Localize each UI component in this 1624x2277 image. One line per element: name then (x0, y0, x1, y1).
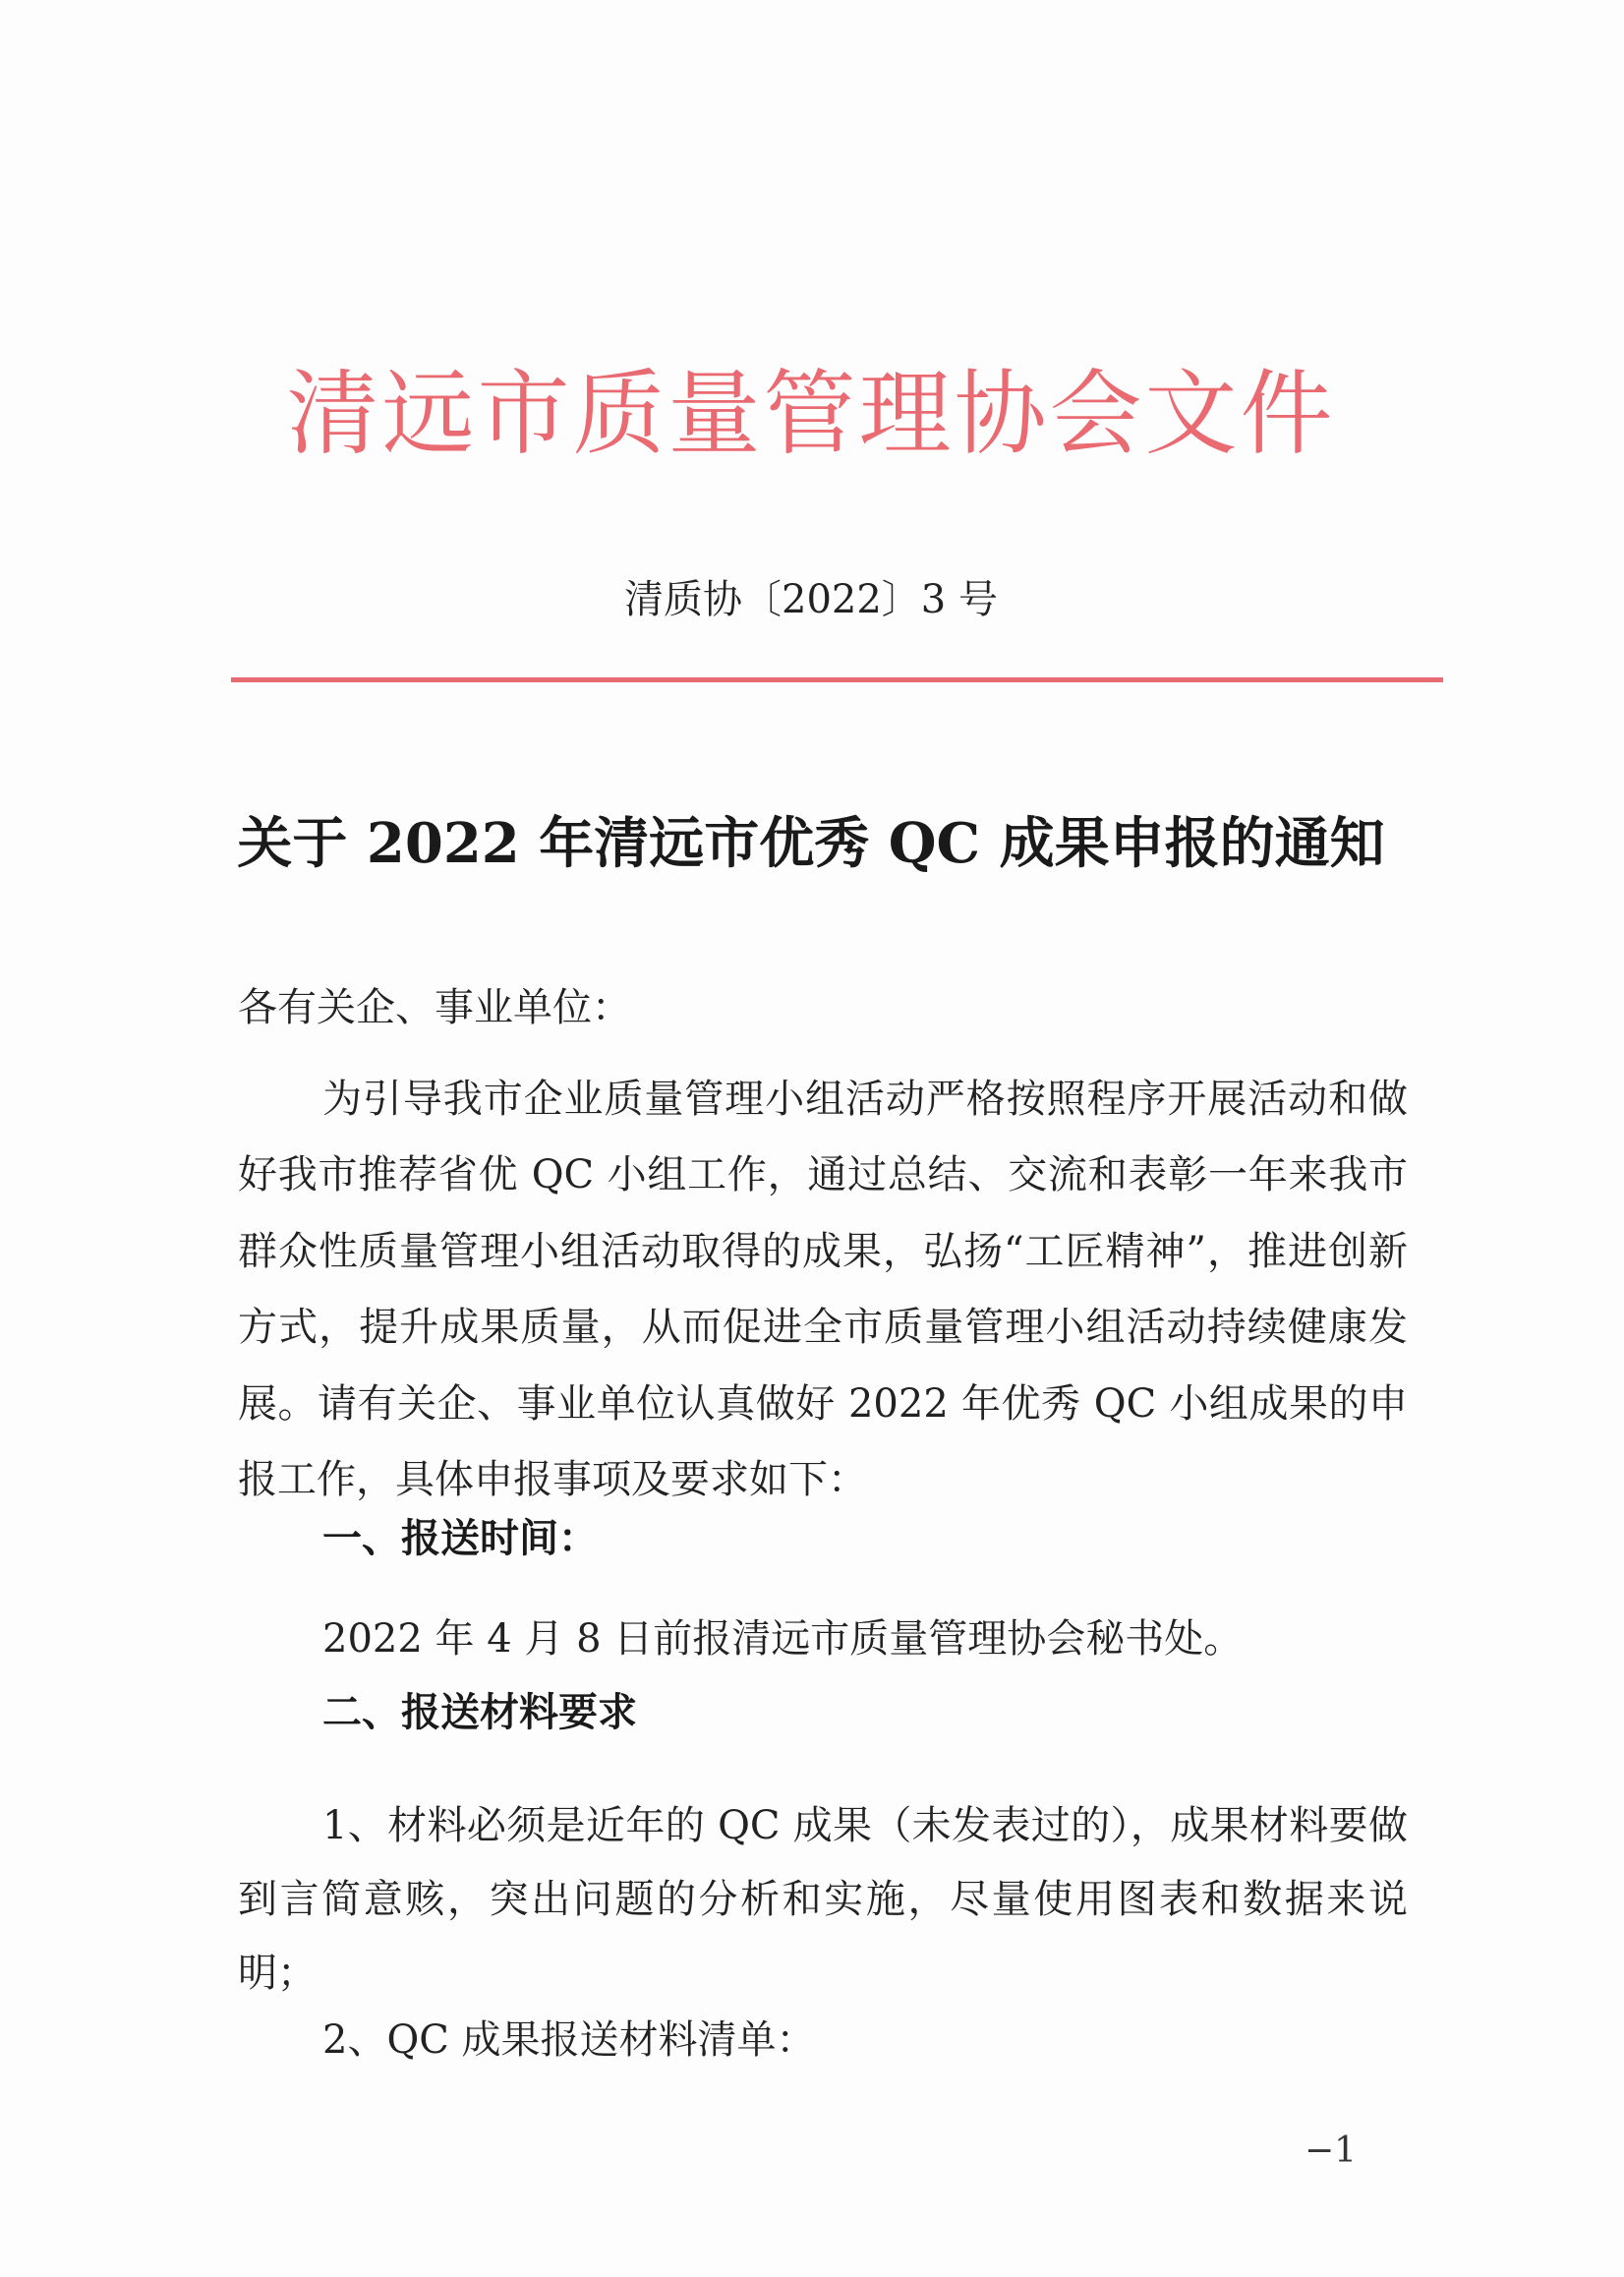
document-number: 清质协〔2022〕3 号 (624, 577, 998, 622)
salutation: 各有关企、事业单位： (238, 985, 631, 1030)
requirement-item-2: 2、QC 成果报送材料清单： (322, 2017, 816, 2063)
requirement-item-1: 1、材料必须是近年的 QC 成果（未发表过的），成果材料要做到言简意赅，突出问题的分析和实施，尽量使用图表和数据来说明； (238, 1803, 1408, 1996)
intro-paragraph: 为引导我市企业质量管理小组活动严格按照程序开展活动和做好我市推荐省优 QC 小组工作，通过总结、交流和表彰一年来我市群众性质量管理小组活动取得的成果，弘扬“工匠精神”，推进创新方式，提升成果质量，从而促进全市质量管理小组活动持续健康发展。请有关企、事业单位认真做好 2022 年优秀 QC 小组成果的申报工作，具体申报事项及要求如下： (238, 1077, 1408, 1503)
page-number: −1 (1305, 2131, 1358, 2171)
red-divider (231, 677, 1443, 682)
section-heading-submission-time: 一、报送时间： (322, 1516, 598, 1561)
notice-title: 关于 2022 年清远市优秀 QC 成果申报的通知 (237, 811, 1385, 876)
masthead-title: 清远市质量管理协会文件 (286, 361, 1336, 468)
submission-time-text: 2022 年 4 月 8 日前报清远市质量管理协会秘书处。 (322, 1616, 1244, 1662)
section-heading-material-requirements: 二、报送材料要求 (322, 1690, 637, 1735)
